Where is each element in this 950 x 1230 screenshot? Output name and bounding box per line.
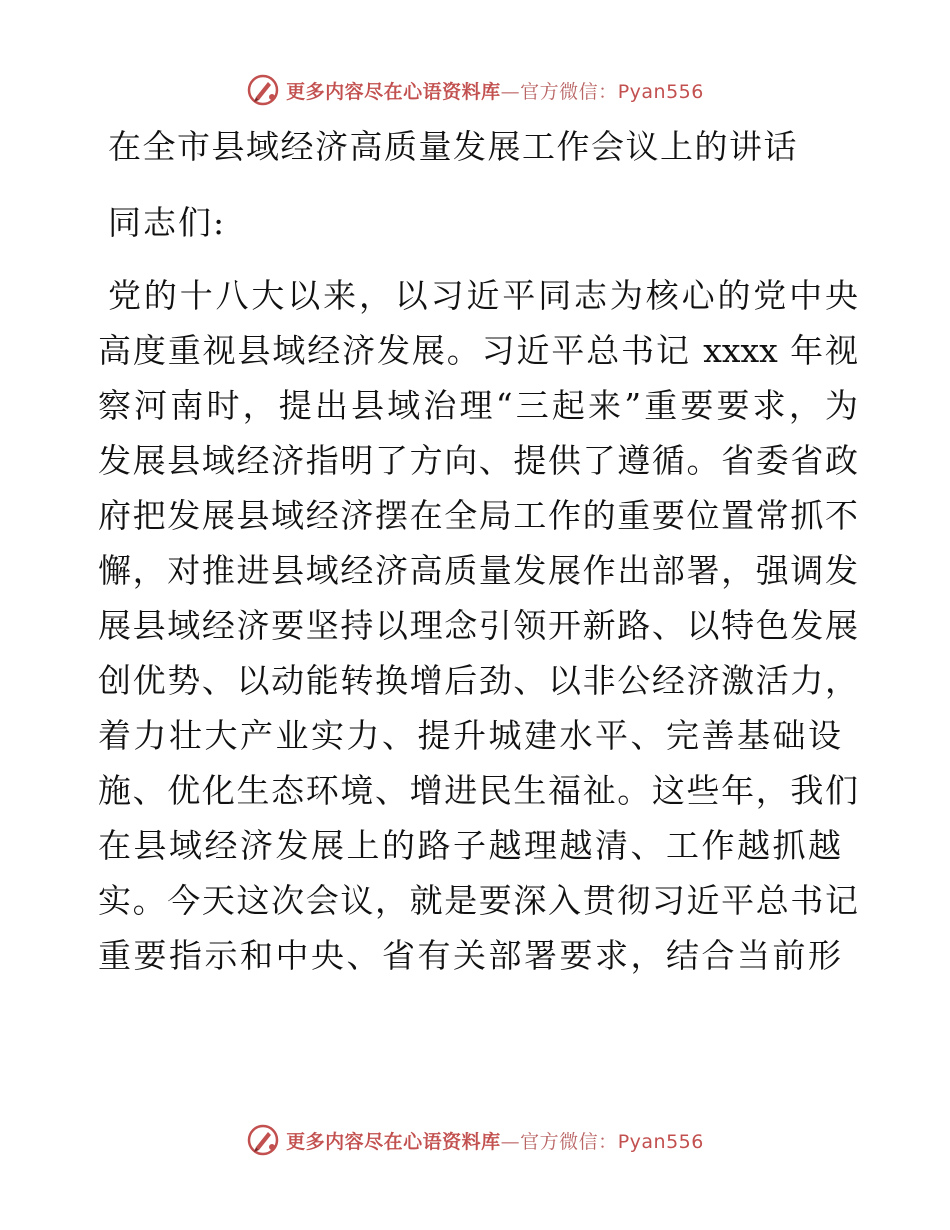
watermark-name: 更多内容尽在心语资料库 [286,80,501,103]
watermark-wechat-id: Pyan556 [617,80,704,103]
body-line: 高度重视县域经济发展。习近平总书记 xxxx 年视 [98,331,858,370]
watermark-name: 更多内容尽在心语资料库 [286,1130,501,1153]
watermark-text [286,77,704,104]
body-line: 着力壮大产业实力、提升城建水平、完善基础设 [98,716,844,755]
body-line: 施、优化生态环境、增进民生福祉。这些年，我们 [98,771,858,810]
body-line: 发展县域经济指明了方向、提供了遵循。省委省政 [98,441,858,480]
document-title: 在全市县域经济高质量发展工作会议上的讲话 [108,127,798,166]
watermark-separator: — [500,80,521,103]
watermark-text [286,1127,704,1154]
body-line: 在县域经济发展上的路子越理越清、工作越抓越 [98,826,844,865]
watermark-wechat-label: 官方微信： [520,80,618,103]
body-line: 察河南时，提出县域治理“三起来”重要要求，为 [98,386,858,425]
watermark-wechat-id: Pyan556 [617,1130,704,1153]
body-line: 重要指示和中央、省有关部署要求，结合当前形 [98,936,844,975]
watermark-separator: — [500,1130,521,1153]
footer-watermark [0,1120,950,1160]
body-line: 党的十八大以来，以习近平同志为核心的党中央 [108,276,858,315]
body-line: 实。今天这次会议，就是要深入贯彻习近平总书记 [98,881,858,920]
body-line: 懈，对推进县域经济高质量发展作出部署，强调发 [98,551,858,590]
body-paragraph [98,268,858,983]
watermark-wechat-label: 官方微信： [520,1130,618,1153]
body-line: 府把发展县域经济摆在全局工作的重要位置常抓不 [98,496,858,535]
salutation: 同志们: [108,203,227,242]
pen-logo-icon [246,73,280,107]
pen-logo-icon [246,1123,280,1157]
header-watermark [0,70,950,110]
body-line: 创优势、以动能转换增后劲、以非公经济激活力， [98,661,858,700]
body-line: 展县域经济要坚持以理念引领开新路、以特色发展 [98,606,858,645]
